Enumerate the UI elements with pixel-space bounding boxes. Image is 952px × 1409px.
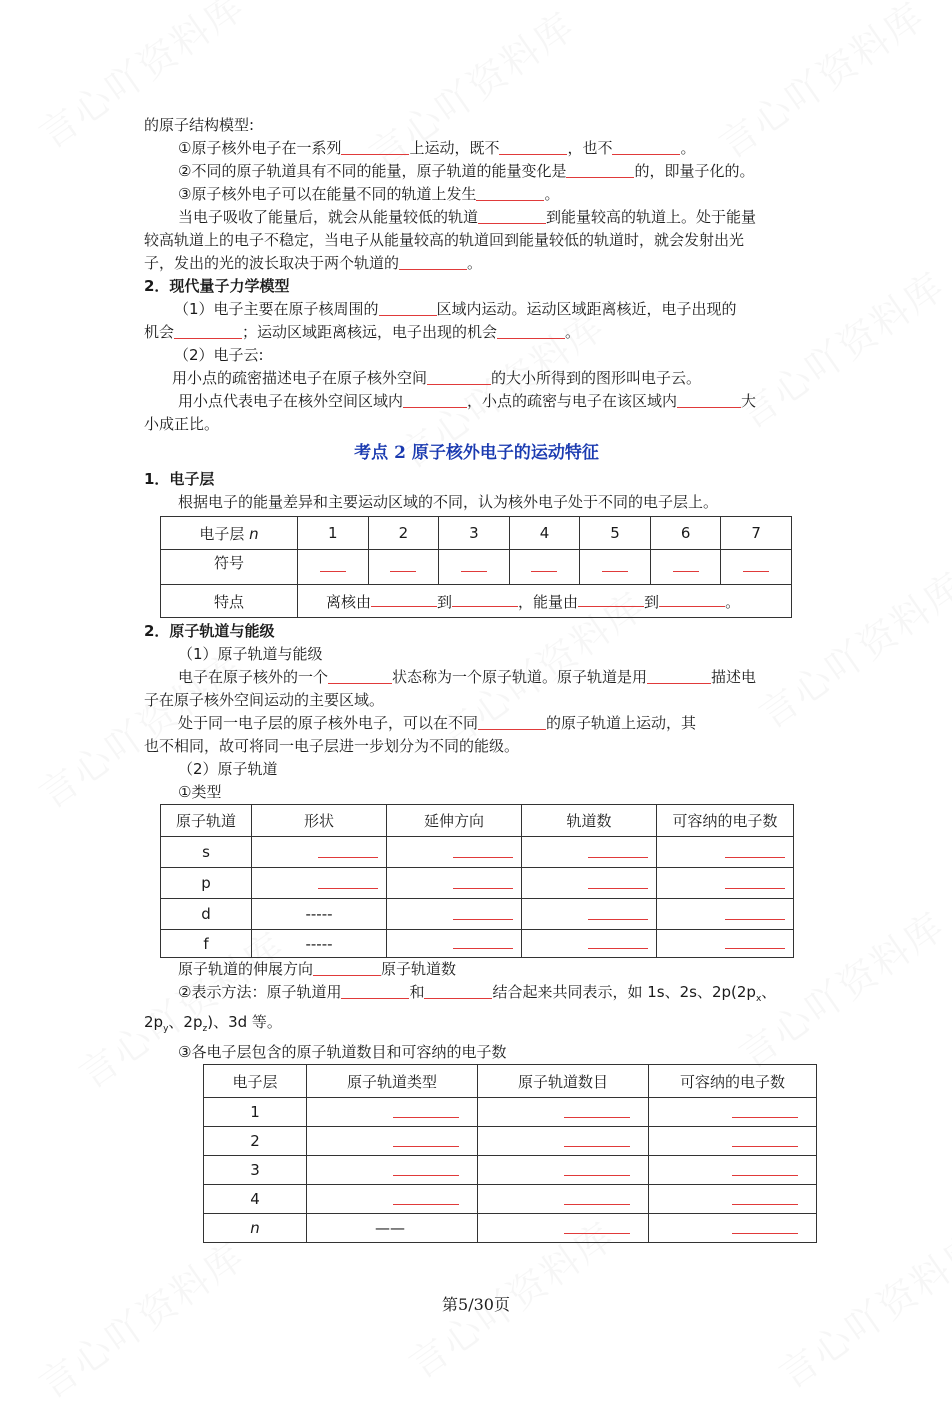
table-cell: f <box>161 930 252 958</box>
answer-blank[interactable] <box>588 874 648 889</box>
table-cell <box>307 1185 478 1214</box>
section-title: 2．原子轨道与能级 <box>144 622 275 640</box>
table-header: 原子轨道 <box>161 805 252 837</box>
answer-blank[interactable] <box>673 561 699 572</box>
table-cell <box>298 585 792 618</box>
answer-blank[interactable] <box>318 843 378 858</box>
answer-blank[interactable] <box>371 592 437 607</box>
intro-point-1 <box>144 137 809 160</box>
table-header: 原子轨道数目 <box>478 1065 649 1098</box>
text: 结合起来共同表示，如 1s、2s、2p(2p <box>492 983 756 1001</box>
table-cell <box>649 1214 817 1243</box>
table-cell <box>649 1098 817 1127</box>
text: z <box>202 1024 208 1034</box>
table-cell <box>387 899 522 930</box>
answer-blank[interactable] <box>497 324 565 339</box>
answer-blank[interactable] <box>725 843 785 858</box>
table-cell <box>580 550 651 585</box>
answer-blank[interactable] <box>588 934 648 949</box>
answer-blank[interactable] <box>588 843 648 858</box>
text: 的，即量子化的。 <box>634 162 755 180</box>
answer-blank[interactable] <box>602 561 628 572</box>
quantum-point-1-line2 <box>144 321 809 344</box>
answer-blank[interactable] <box>578 592 644 607</box>
orbital-type-table <box>160 804 794 958</box>
table-cell <box>649 1185 817 1214</box>
table-row <box>204 1185 817 1214</box>
orbital-para-2 <box>144 712 809 735</box>
answer-blank[interactable] <box>564 1132 630 1147</box>
answer-blank[interactable] <box>725 874 785 889</box>
orbital-para-2-line2: 也不相同，故可将同一电子层进一步划分为不同的能级。 <box>144 737 520 755</box>
table-row <box>204 1156 817 1185</box>
table-cell <box>657 899 794 930</box>
quantum-point-4 <box>144 390 809 413</box>
table-cell: d <box>161 899 252 930</box>
table-header: 形状 <box>252 805 387 837</box>
quantum-point-2: （2）电子云: <box>174 346 264 364</box>
table-cell: 2 <box>204 1127 307 1156</box>
shell-table <box>160 516 792 618</box>
answer-blank[interactable] <box>461 561 487 572</box>
table-cell <box>657 837 794 868</box>
table-header: 延伸方向 <box>387 805 522 837</box>
intro-point-2 <box>144 160 809 183</box>
text: 机会 <box>144 323 175 341</box>
answer-blank[interactable] <box>564 1103 630 1118</box>
answer-blank[interactable] <box>531 561 557 572</box>
text: 离核由 <box>326 592 372 611</box>
text: 用小点的疏密描述电子在原子核外空间 <box>172 369 428 387</box>
answer-blank[interactable] <box>393 1132 459 1147</box>
answer-blank[interactable] <box>564 1190 630 1205</box>
answer-blank[interactable] <box>588 905 648 920</box>
orbital-subtitle: （1）原子轨道与能级 <box>178 645 323 663</box>
table-header: 原子轨道类型 <box>307 1065 478 1098</box>
answer-blank[interactable] <box>393 1103 459 1118</box>
table-cell: 2 <box>368 517 439 550</box>
text: 到 <box>437 592 453 611</box>
answer-blank[interactable] <box>313 961 381 976</box>
table-cell <box>478 1127 649 1156</box>
answer-blank[interactable] <box>424 984 492 999</box>
text: 电子在原子核外的一个 <box>178 668 329 686</box>
table-cell <box>522 899 657 930</box>
text: 状态称为一个原子轨道。原子轨道是用 <box>392 668 648 686</box>
text: n <box>249 524 259 543</box>
text: 和 <box>409 983 425 1001</box>
watermark <box>26 1226 254 1409</box>
text: ，小点的疏密与电子在该区域内 <box>467 392 678 410</box>
table-cell: 3 <box>439 517 510 550</box>
text: 到能量较高的轨道上。处于能量 <box>546 208 757 226</box>
answer-blank[interactable] <box>564 1161 630 1176</box>
text: ；运动区域距离核远，电子出现的机会 <box>242 323 498 341</box>
table-cell <box>478 1156 649 1185</box>
text: 当电子吸收了能量后，就会从能量较低的轨道 <box>178 208 479 226</box>
text: 原子轨道数 <box>381 960 457 978</box>
text: 、 <box>761 983 777 1001</box>
table-cell: 4 <box>509 517 580 550</box>
table-header <box>161 517 298 550</box>
text: 大 <box>741 392 757 410</box>
answer-blank[interactable] <box>399 255 467 270</box>
table-cell <box>387 837 522 868</box>
table-cell <box>509 550 580 585</box>
text: 用小点代表电子在核外空间区域内 <box>178 392 404 410</box>
answer-blank[interactable] <box>566 163 634 178</box>
table-cell <box>307 1156 478 1185</box>
table-cell <box>649 1127 817 1156</box>
answer-blank[interactable] <box>476 186 544 201</box>
text: y <box>163 1024 169 1034</box>
answer-blank[interactable] <box>478 715 546 730</box>
table-header: 可容纳的电子数 <box>657 805 794 837</box>
answer-blank[interactable] <box>403 393 467 408</box>
intro-para <box>144 206 809 229</box>
table-row <box>204 1214 817 1243</box>
text: 区域内运动。运动区域距离核近，电子出现的 <box>436 300 737 318</box>
answer-blank[interactable] <box>659 592 725 607</box>
answer-blank[interactable] <box>732 1132 798 1147</box>
text: 原子轨道的伸展方向 <box>178 960 314 978</box>
table-cell: 6 <box>650 517 721 550</box>
text: ①原子核外电子在一系列 <box>178 139 342 157</box>
orbital-representation <box>144 981 809 1011</box>
table-cell <box>650 550 721 585</box>
table-cell <box>478 1214 649 1243</box>
answer-blank[interactable] <box>341 984 409 999</box>
table-cell <box>522 930 657 958</box>
intro-para-line2: 较高轨道上的电子不稳定，当电子从能量较高的轨道回到能量较低的轨道时，就会发射出光 <box>144 231 745 249</box>
text: ，也不 <box>567 139 613 157</box>
orbital-representation-line2 <box>144 1011 809 1041</box>
table-cell <box>721 550 792 585</box>
table-row <box>161 930 794 958</box>
page-number: 第5/30页 <box>442 1295 510 1314</box>
answer-blank[interactable] <box>393 1190 459 1205</box>
text: 、2p <box>168 1013 203 1031</box>
table-row <box>204 1127 817 1156</box>
shell-description: 根据电子的能量差异和主要运动区域的不同，认为核外电子处于不同的电子层上。 <box>178 493 719 511</box>
table-row <box>204 1098 817 1127</box>
text: 。 <box>725 592 741 611</box>
answer-blank[interactable] <box>732 1190 798 1205</box>
answer-blank[interactable] <box>725 934 785 949</box>
text: 。 <box>680 139 696 157</box>
answer-blank[interactable] <box>732 1161 798 1176</box>
orbital-extend <box>144 958 809 981</box>
table-cell <box>298 550 369 585</box>
table-cell <box>478 1185 649 1214</box>
orbital-para-1-line2: 子在原子核外空间运动的主要区域。 <box>144 691 385 709</box>
answer-blank[interactable] <box>453 905 513 920</box>
table-row <box>161 868 794 899</box>
table-header: 可容纳的电子数 <box>649 1065 817 1098</box>
section-title: 1．电子层 <box>144 470 215 488</box>
answer-blank[interactable] <box>478 209 546 224</box>
text: 电子层 <box>199 524 245 543</box>
table-header: 轨道数 <box>522 805 657 837</box>
intro-para-line3 <box>144 252 809 275</box>
table-cell <box>307 1127 478 1156</box>
text: 的大小所得到的图形叫电子云。 <box>491 369 702 387</box>
table-cell: 7 <box>721 517 792 550</box>
table-cell <box>522 868 657 899</box>
answer-blank[interactable] <box>725 905 785 920</box>
orbital-type-label: ①类型 <box>178 783 222 801</box>
text: 。 <box>544 185 560 203</box>
table-cell <box>478 1098 649 1127</box>
orbital-count-label: ③各电子层包含的原子轨道数目和可容纳的电子数 <box>178 1043 507 1061</box>
text: 的原子轨道上运动，其 <box>546 714 697 732</box>
answer-blank[interactable] <box>453 874 513 889</box>
table-cell <box>368 550 439 585</box>
table-header: 电子层 <box>204 1065 307 1098</box>
text: 处于同一电子层的原子核外电子，可以在不同 <box>178 714 479 732</box>
document-body <box>144 114 809 1243</box>
answer-blank[interactable] <box>427 370 491 385</box>
table-cell <box>252 837 387 868</box>
answer-blank[interactable] <box>318 874 378 889</box>
answer-blank[interactable] <box>453 843 513 858</box>
table-row <box>161 899 794 930</box>
answer-blank[interactable] <box>452 592 518 607</box>
answer-blank[interactable] <box>320 561 346 572</box>
answer-blank[interactable] <box>390 561 416 572</box>
text: )、3d 等。 <box>207 1013 282 1031</box>
text: x <box>755 994 762 1004</box>
orbital-subtitle: （2）原子轨道 <box>178 760 278 778</box>
quantum-point-1 <box>144 298 809 321</box>
answer-blank[interactable] <box>647 669 711 684</box>
text: ②表示方法：原子轨道用 <box>178 983 342 1001</box>
table-cell: 4 <box>204 1185 307 1214</box>
table-cell: n <box>204 1214 307 1243</box>
table-cell: p <box>161 868 252 899</box>
table-cell <box>522 837 657 868</box>
text: ，能量由 <box>518 592 579 611</box>
table-cell <box>649 1156 817 1185</box>
table-cell <box>252 868 387 899</box>
answer-blank[interactable] <box>499 140 567 155</box>
table-cell <box>657 930 794 958</box>
table-cell: 1 <box>298 517 369 550</box>
intro-point-3 <box>144 183 809 206</box>
answer-blank[interactable] <box>328 669 392 684</box>
table-cell: ----- <box>252 899 387 930</box>
answer-blank[interactable] <box>341 140 409 155</box>
table-cell: 5 <box>580 517 651 550</box>
table-cell <box>657 868 794 899</box>
table-row-label: 符号 <box>161 550 298 585</box>
answer-blank[interactable] <box>453 934 513 949</box>
answer-blank[interactable] <box>743 561 769 572</box>
text: 。 <box>467 254 483 272</box>
quantum-point-3 <box>144 367 809 390</box>
table-cell: 1 <box>204 1098 307 1127</box>
intro-lead: 的原子结构模型: <box>144 116 255 134</box>
answer-blank[interactable] <box>174 324 242 339</box>
table-cell <box>387 868 522 899</box>
table-cell <box>387 930 522 958</box>
answer-blank[interactable] <box>732 1103 798 1118</box>
text: 。 <box>565 323 581 341</box>
answer-blank[interactable] <box>612 140 680 155</box>
table-cell: ----- <box>252 930 387 958</box>
text: 2p <box>144 1013 164 1031</box>
table-cell <box>307 1098 478 1127</box>
table-row <box>161 837 794 868</box>
table-cell: 3 <box>204 1156 307 1185</box>
table-cell: —— <box>307 1214 478 1243</box>
table-cell <box>439 550 510 585</box>
answer-blank[interactable] <box>393 1161 459 1176</box>
text: 描述电 <box>711 668 757 686</box>
answer-blank[interactable] <box>379 301 437 316</box>
quantum-point-4-line2: 小成正比。 <box>144 415 220 433</box>
text: ②不同的原子轨道具有不同的能量，原子轨道的能量变化是 <box>178 162 567 180</box>
text: 到 <box>644 592 660 611</box>
orbital-para-1 <box>144 666 809 689</box>
table-row-label: 特点 <box>161 585 298 618</box>
text: （1）电子主要在原子核周围的 <box>174 300 379 318</box>
answer-blank[interactable] <box>564 1219 630 1234</box>
table-cell: s <box>161 837 252 868</box>
answer-blank[interactable] <box>677 393 741 408</box>
text: ③原子核外电子可以在能量不同的轨道上发生 <box>178 185 477 203</box>
section-heading: 考点 2 原子核外电子的运动特征 <box>354 443 599 463</box>
answer-blank[interactable] <box>732 1219 798 1234</box>
section-title: 2．现代量子力学模型 <box>144 277 290 295</box>
text: 子，发出的光的波长取决于两个轨道的 <box>144 254 400 272</box>
orbital-count-table <box>203 1064 817 1243</box>
text: 上运动，既不 <box>409 139 500 157</box>
